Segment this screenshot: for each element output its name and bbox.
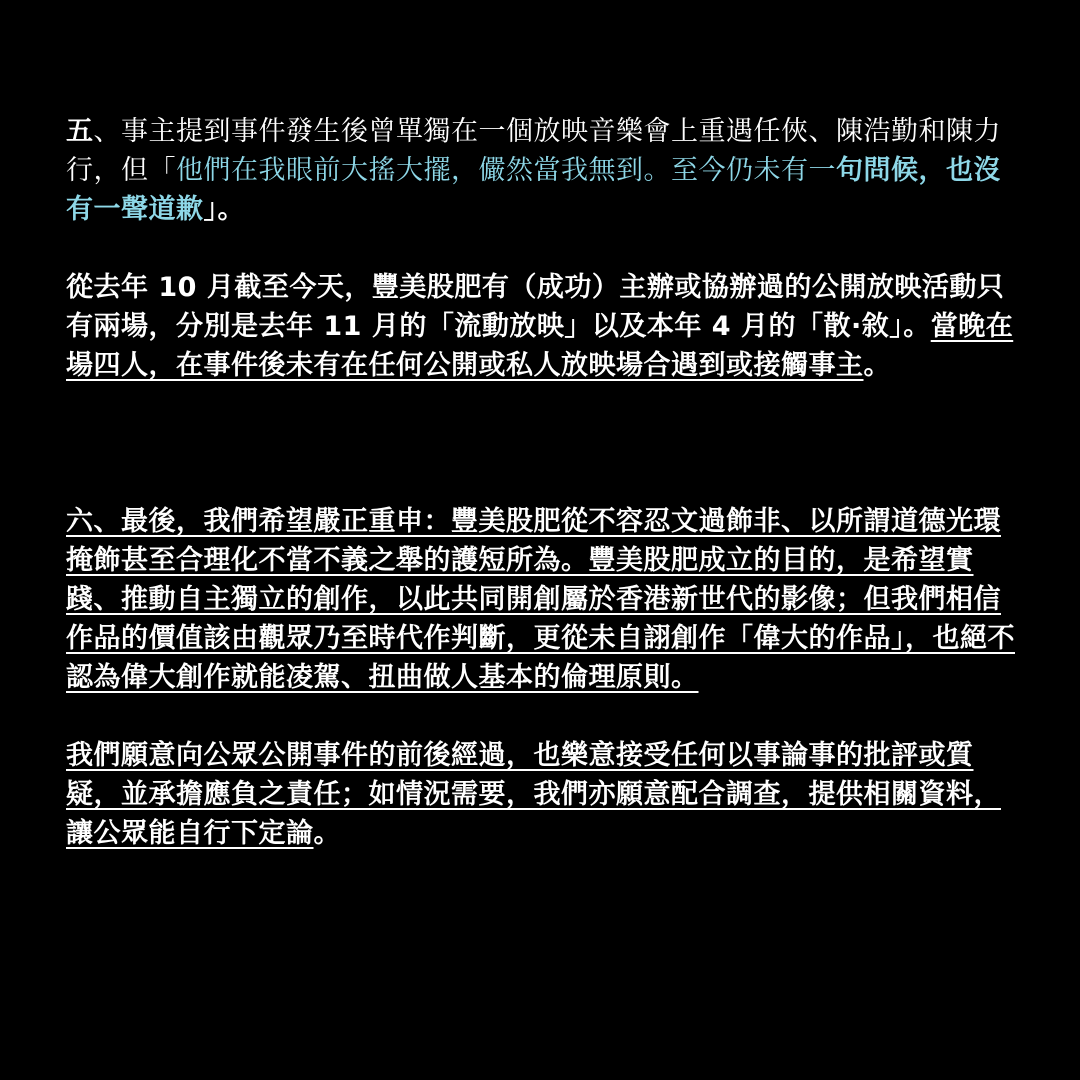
section-six-paragraph <box>66 502 1016 697</box>
section-five-quote-light: 他們在我眼前大搖大擺，儼然當我無到。至今仍未有一 <box>176 155 836 186</box>
response-text-plain: 從去年 10 月截至今天，豐美股肥有（成功）主辦或協辦過的公開放映活動只有兩場，分別是去年 11 月的「流動放映」以及本年 4 月的「散·敘」。 <box>66 272 1005 342</box>
closing-text: 我們願意向公眾公開事件的前後經過，也樂意接受任何以事論事的批評或質疑，並承擔應負之責任；如情況需要，我們亦願意配合調查，提供相關資料，讓公眾能自行下定論 <box>66 740 1001 849</box>
section-five-number: 五 <box>66 116 94 147</box>
section-five-intro: 事主提到事件發生後曾單獨在一個放映音樂會上重遇任俠、陳浩勤和陳力行，但「 <box>66 116 1001 186</box>
response-paragraph <box>66 268 1016 385</box>
section-five-close: 」。 <box>203 194 245 225</box>
response-text-end: 。 <box>863 350 891 381</box>
section-five-separator: 、 <box>93 116 121 147</box>
response-text-underlined: 當晚在場四人，在事件後未有在任何公開或私人放映場合遇到或接觸事主 <box>66 311 1014 381</box>
closing-paragraph <box>66 736 1016 853</box>
statement-page <box>66 112 1016 853</box>
closing-end: 。 <box>313 818 341 849</box>
section-six-text: 六、最後，我們希望嚴正重申：豐美股肥從不容忍文過飾非、以所謂道德光環掩飾甚至合理化不當不義之舉的護短所為。豐美股肥成立的目的，是希望實踐、推動自主獨立的創作，以此共同開創屬於香港新世代的影像；但我們相信作品的價值該由觀眾乃至時代作判斷，更從未自詡創作「偉大的作品」，也絕不認為偉大創作就能凌駕、扭曲做人基本的倫理原則。 <box>66 506 1015 693</box>
section-five-paragraph <box>66 112 1016 229</box>
section-five-quote-bold: 句問候，也沒有一聲道歉 <box>66 155 1001 225</box>
